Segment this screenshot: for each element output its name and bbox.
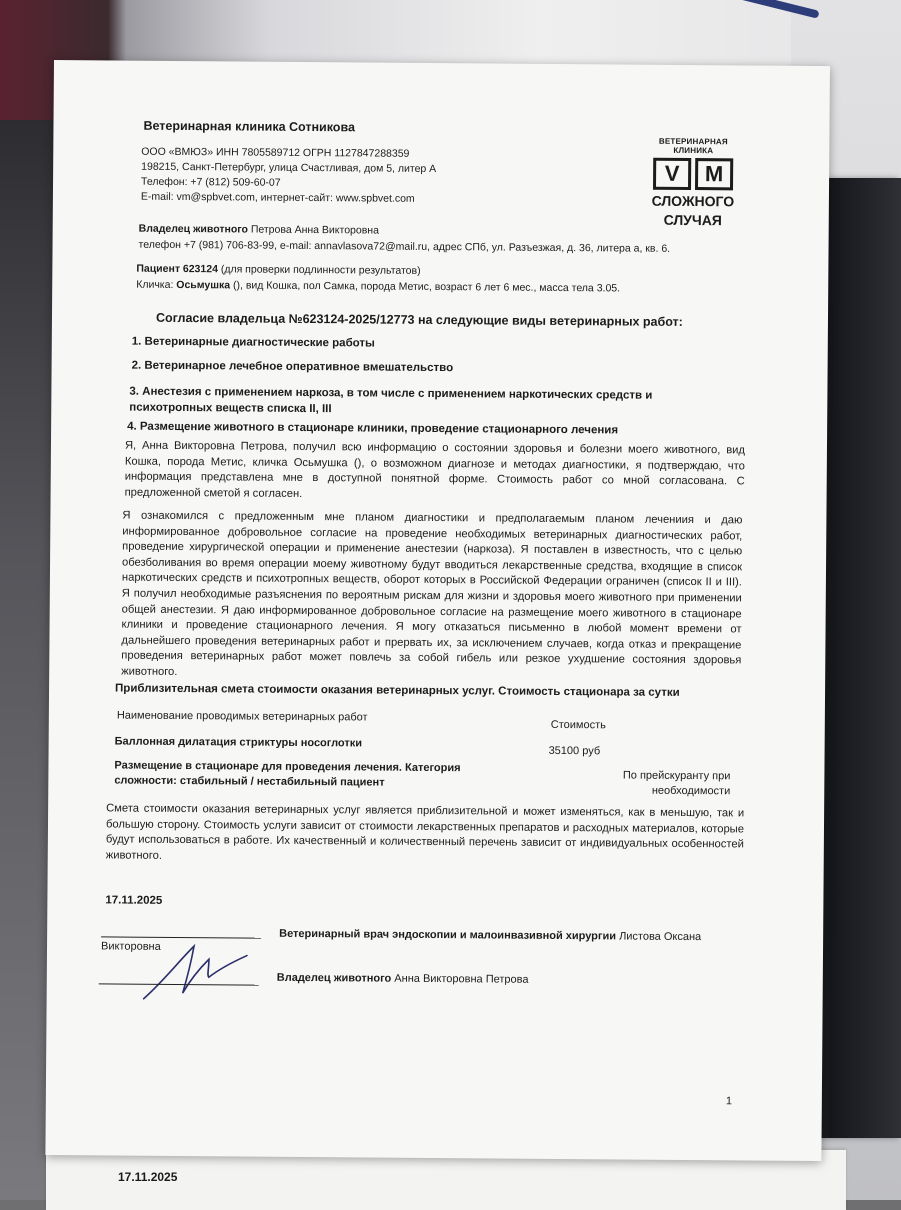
lower-sheet-date: 17.11.2025 xyxy=(118,1170,178,1184)
nick-prefix: Кличка: xyxy=(136,278,177,291)
consent-document xyxy=(45,60,830,1161)
page-number: 1 xyxy=(725,1095,733,1108)
org-line: ООО «ВМЮЗ» ИНН 7805589712 ОГРН 1127847288359 xyxy=(141,145,410,160)
estimate-header-name: Наименование проводимых ветеринарных работ xyxy=(116,709,368,724)
estimate-note: Смета стоимости оказания ветеринарных услуг является приблизительной и может изменяться, как в меньшую, так и большую сторону. Стоимость услуги зависит от стоимости лекарственных препаратов и расходных материалов, которые будут использоваться в работе. Их качественный и количественный перечень зависит от индивидуальных особенностей животного. xyxy=(105,802,745,862)
patient-nick: Осьмушка xyxy=(176,278,231,292)
doctor-label: Ветеринарный врач эндоскопии и малоинвазивной хирургии xyxy=(279,927,617,943)
org-line: 198215, Санкт-Петербург, улица Счастливая, дом 5, литер А xyxy=(141,160,437,176)
clinic-logo xyxy=(643,137,744,229)
logo-mark xyxy=(643,158,743,191)
consent-paragraph-2: Я ознакомился с предложенным мне планом диагностики и предполагаемым планом лечениия и даю информированное добровольное согласие на проведение необходимых ветеринарных диагностических работ, проведение хирургической операции и применение анестезии (наркоза). Я поставлен в известность, что с целью обезболивания во время операции моему животному будут вводиться лекарственные средства, входящие в список наркотических средств и психотропных веществ, оборот которых в Российской Федерации ограничен (список II и III). Я получил необходимые разъяснения по вероятным рискам для жизни и здоровья моего животного при применении общей анестезии. Я даю информированное добровольное согласие на размещение моего животного в стационаре клиники и проведение стационарного лечения. Я могу отказаться письменно в любой момент времени от дальнейшего проведения ветеринарных работ и прервать их, за исключением случаев, когда отказ и прекращение проведения ветеринарных работ может повлечь за собой гибель или резкое ухудшение состояния здоровья животного. xyxy=(121,509,743,678)
owner-sig-name: Анна Викторовна Петрова xyxy=(391,972,529,986)
estimate-row-name: Размещение в стационаре для проведения лечения. Категория сложности: стабильный / нестабильный пациент xyxy=(114,759,461,789)
document-date: 17.11.2025 xyxy=(105,894,163,907)
logo-letter-m: M xyxy=(695,158,733,190)
patient-info xyxy=(136,261,620,297)
doctor-name-continued: Викторовна xyxy=(100,940,161,953)
owner-contacts: телефон +7 (981) 706-83-99, e-mail: annavlasova72@mail.ru, адрес СПб, ул. Разъезжая, д. 36, литера а, кв. 6. xyxy=(138,238,671,255)
org-line: E-mail: vm@spbvet.com, интернет-сайт: www.spbvet.com xyxy=(140,190,415,205)
owner-sig-label: Владелец животного xyxy=(276,971,392,985)
logo-top-text: ВЕТЕРИНАРНАЯ КЛИНИКА xyxy=(658,136,728,156)
work-item-2: 2. Ветеринарное лечебное оперативное вмешательство xyxy=(131,359,454,375)
work-item-4: 4. Размещение животного в стационаре клиники, проведение стационарного лечения xyxy=(127,420,619,437)
patient-label: Пациент 623124 xyxy=(136,262,218,276)
work-item-3: 3. Анестезия с применением наркоза, в том числе с применением наркотических средств и психотропных веществ списка II, III xyxy=(129,385,653,416)
patient-details: (), вид Кошка, пол Самка, порода Метис, возраст 6 лет 6 мес., масса тела 3.05. xyxy=(230,279,621,295)
owner-signature-caption xyxy=(277,972,529,986)
owner-label: Владелец животного xyxy=(138,222,248,236)
estimate-title: Приблизительная смета стоимости оказания ветеринарных услуг. Стоимость стационара за сутки xyxy=(115,682,680,699)
doctor-signature-caption xyxy=(279,928,701,943)
estimate-row-cost: 35100 руб xyxy=(548,744,601,758)
consent-title: Согласие владельца №623124-2025/12773 на следующие виды ветеринарных работ: xyxy=(155,310,683,329)
logo-letter-v: V xyxy=(653,158,691,190)
doctor-name: Листова Оксана xyxy=(615,930,702,944)
handwritten-signature xyxy=(139,941,249,1002)
work-item-1: 1. Ветеринарные диагностические работы xyxy=(131,335,375,350)
owner-name: Петрова Анна Викторовна xyxy=(247,223,380,237)
patient-note: (для проверки подлинности результатов) xyxy=(217,263,421,277)
logo-line-2: СЛУЧАЯ xyxy=(663,211,722,229)
org-line: Телефон: +7 (812) 509-60-07 xyxy=(140,175,281,189)
clinic-name: Ветеринарная клиника Сотникова xyxy=(143,118,356,135)
estimate-header-cost: Стоимость xyxy=(550,718,606,732)
logo-line-1: СЛОЖНОГО xyxy=(651,192,735,210)
consent-paragraph-1: Я, Анна Викторовна Петрова, получил всю информацию о состоянии здоровья и болезни моего животного, вид Кошка, порода Метис, кличка Осьмушка (), о возможном диагнозе и методах диагностики, я подтверждаю, что информация представлена мне в доступной понятной форме. Стоимость работ со мной согласована. С предложенной сметой я согласен. xyxy=(124,439,746,500)
owner-info xyxy=(138,221,670,257)
doctor-signature-line xyxy=(101,936,261,938)
estimate-row-cost: По прейскуранту при необходимости xyxy=(622,769,731,798)
organization-details xyxy=(141,145,436,207)
estimate-row-name: Баллонная дилатация стриктуры носоглотки xyxy=(114,735,363,750)
